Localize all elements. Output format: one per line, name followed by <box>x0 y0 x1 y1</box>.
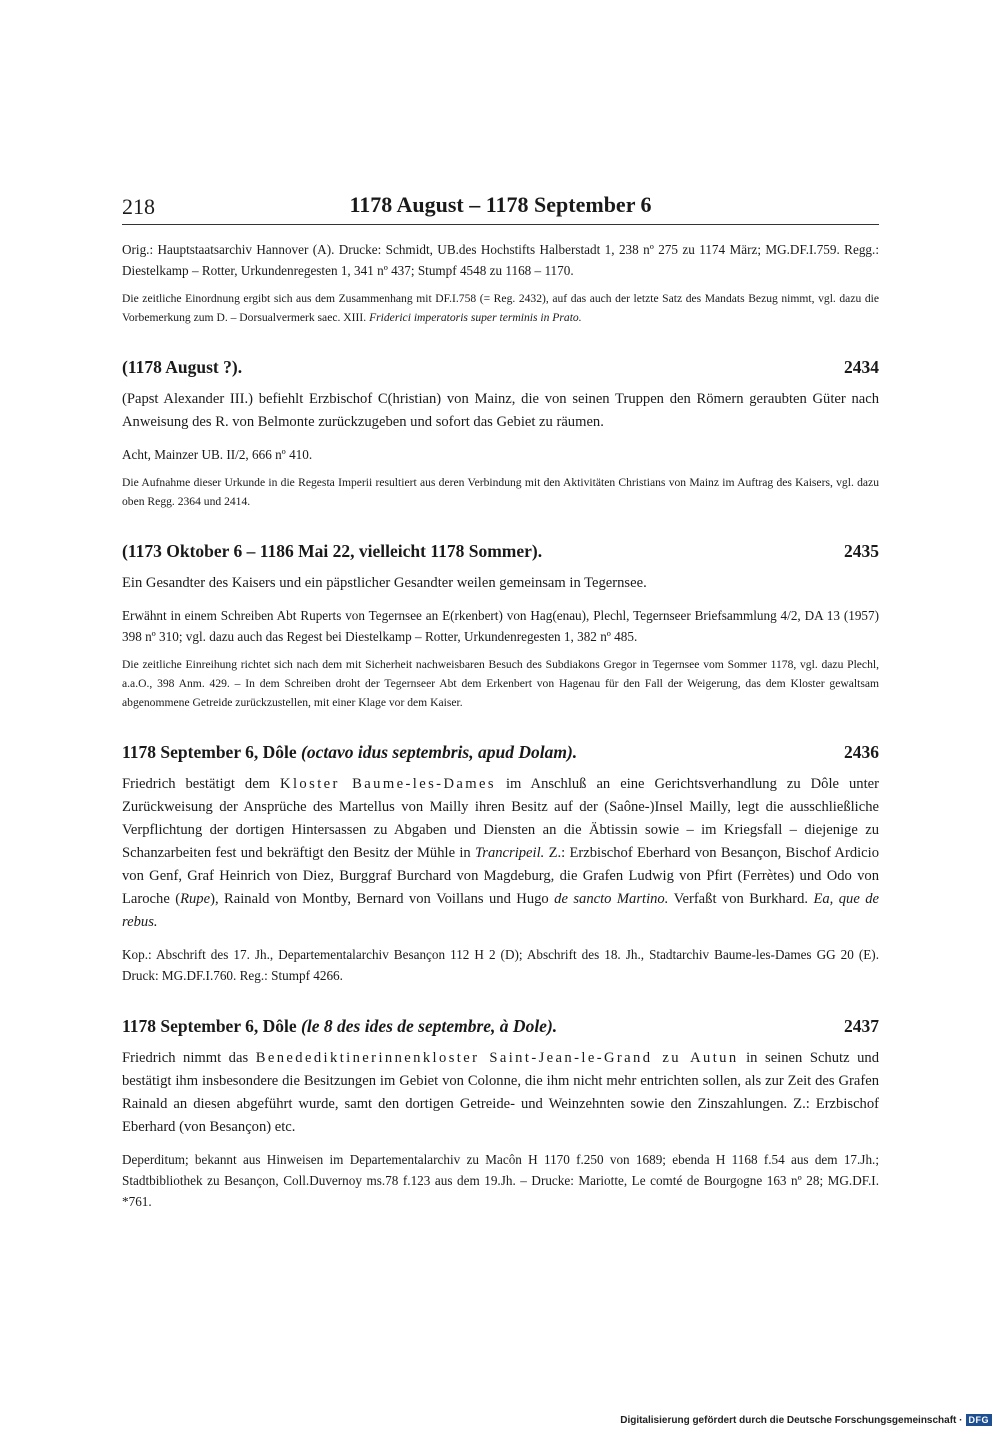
entry-date: (1178 August ?). <box>122 357 243 377</box>
funding-footer <box>620 1414 992 1426</box>
entry-note: Die zeitliche Einreihung richtet sich nach dem mit Sicherheit nachweisbaren Besuch des Subdiakons Gregor in Tegernsee vom Sommer 1178, vgl. dazu Plechl, a.a.O., 398 Anm. 429. – In dem Schreiben droht der Tegernseer Abt dem Erkenbert von Hagenau für den Fall der Weigerung, das dem Kloster gewaltsam abgenommene Getreide zurückzustellen, mit einer Klage vor dem Kaiser. <box>122 658 879 709</box>
entry-sources: Erwähnt in einem Schreiben Abt Ruperts von Tegernsee an E(rkenbert) von Hag(enau), Plechl, Tegernseer Briefsammlung 4/2, DA 13 (1957) 398 nº 310; vgl. dazu auch das Regest bei Diestelkamp – Rotter, Urkundenregesten 1, 382 nº 485. <box>122 608 879 644</box>
entry-sources: Kop.: Abschrift des 17. Jh., Departementalarchiv Besançon 112 H 2 (D); Abschrift des 18. Jh., Stadtarchiv Baume-les-Dames GG 20 (E). Druck: MG.DF.I.760. Reg.: Stumpf 4266. <box>122 947 879 983</box>
dfg-logo-icon: DFG <box>966 1414 993 1426</box>
entry-date: (1173 Oktober 6 – 1186 Mai 22, vielleicht 1178 Sommer). <box>122 541 543 561</box>
entry-number: 2434 <box>844 357 879 377</box>
entry-2436 <box>122 742 879 986</box>
entry-heading <box>122 541 879 562</box>
entry-heading <box>122 1016 879 1037</box>
entry-heading <box>122 357 879 378</box>
spaced-recipient: Kloster Baume-les-Dames <box>280 776 496 792</box>
entry-sources: Acht, Mainzer UB. II/2, 666 nº 410. <box>122 447 313 462</box>
entry-sources: Deperditum; bekannt aus Hinweisen im Departementalarchiv zu Macôn H 1170 f.250 von 1689; ebenda H 1168 f.54 aus dem 17.Jh.; Stadtbibliothek zu Besançon, Coll.Duvernoy ms.78 f.123 aus dem 19.Jh. – Drucke: Mariotte, Le comté de Bourgogne 163 nº 28; MG.DF.I. *761. <box>122 1152 879 1209</box>
entry-number: 2436 <box>844 742 879 762</box>
intro-block <box>122 239 879 327</box>
intro-note: Die zeitliche Einordnung ergibt sich aus dem Zusammenhang mit DF.I.758 (= Reg. 2432), auf das auch der letzte Satz des Mandats Bezug nimmt, vgl. dazu die Vorbemerkung zum D. – Dorsualvermerk saec. XIII. Friderici imperatoris super terminis in Prato. <box>122 292 879 324</box>
entry-date: 1178 September 6, Dôle (le 8 des ides de septembre, à Dole). <box>122 1016 558 1036</box>
entry-text: Ein Gesandter des Kaisers und ein päpstlicher Gesandter weilen gemeinsam in Tegernsee. <box>122 575 647 591</box>
entry-2435 <box>122 541 879 712</box>
entry-2434 <box>122 357 879 511</box>
running-title: 1178 August – 1178 September 6 <box>349 192 652 217</box>
intro-note-italic: Friderici imperatoris super terminis in Prato. <box>369 311 582 324</box>
entry-heading <box>122 742 879 763</box>
entry-text: Friedrich nimmt das Benedediktinerinnenkloster Saint-Jean-le-Grand zu Autun in seinen Schutz und bestätigt ihm insbesondere die Besitzungen im Gebiet von Colonne, die ihm nicht mehr entrichten sollen, als zur Zeit des Grafen Rainald an diesen abgeführt wurde, samt den dortigen Getreide- und Weinzehnten sowie den Zinszahlungen. Z.: Erzbischof Eberhard (von Besançon) etc. <box>122 1050 879 1135</box>
entry-number: 2435 <box>844 541 879 561</box>
funding-text: Digitalisierung gefördert durch die Deutsche Forschungsgemeinschaft · <box>620 1414 963 1426</box>
document-page <box>122 190 879 1212</box>
entry-2437 <box>122 1016 879 1212</box>
entry-text: (Papst Alexander III.) befiehlt Erzbischof C(hristian) von Mainz, die von seinen Truppen den Römern geraubten Güter nach Anweisung des R. von Belmonte zurückzugeben und sofort das Gebiet zu räumen. <box>122 391 879 430</box>
page-number: 218 <box>122 194 155 219</box>
entry-date: 1178 September 6, Dôle (octavo idus septembris, apud Dolam). <box>122 742 578 762</box>
running-head <box>122 190 879 225</box>
intro-sources: Orig.: Hauptstaatsarchiv Hannover (A). Drucke: Schmidt, UB.des Hochstifts Halberstadt 1, 238 nº 275 zu 1174 März; MG.DF.I.759. Regg.: Diestelkamp – Rotter, Urkundenregesten 1, 341 nº 437; Stumpf 4548 zu 1168 – 1170. <box>122 242 879 278</box>
entry-text: Friedrich bestätigt dem Kloster Baume-les-Dames im Anschluß an eine Gerichtsverhandlung zu Dôle unter Zurückweisung der Ansprüche des Martellus von Mailly ihren Besitz auf der (Saône-)Insel Mailly, legt die ausschließliche Verpflichtung der dortigen Hintersassen zu Abgaben und Diensten an die Äbtissin sowie – im Kriegsfall – diejenige zu Schanzarbeiten fest und bekräftigt den Besitz der Mühle in Trancripeil. Z.: Erzbischof Eberhard von Besançon, Bischof Ardicio von Genf, Graf Heinrich von Diez, Burggraf Burchard von Magdeburg, die Grafen Ludwig von Pfirt (Ferrètes) und Odo von Laroche (Rupe), Rainald von Montby, Bernard von Voillans und Hugo de sancto Martino. Verfaßt von Burkhard. Ea, que de rebus. <box>122 776 880 930</box>
entry-note: Die Aufnahme dieser Urkunde in die Regesta Imperii resultiert aus deren Verbindung mit den Aktivitäten Christians von Mainz im Auftrag des Kaisers, vgl. dazu oben Regg. 2364 und 2414. <box>122 476 879 508</box>
spaced-recipient: Benedediktinerinnenkloster Saint-Jean-le-Grand zu Autun <box>255 1050 739 1066</box>
entry-number: 2437 <box>844 1016 879 1036</box>
